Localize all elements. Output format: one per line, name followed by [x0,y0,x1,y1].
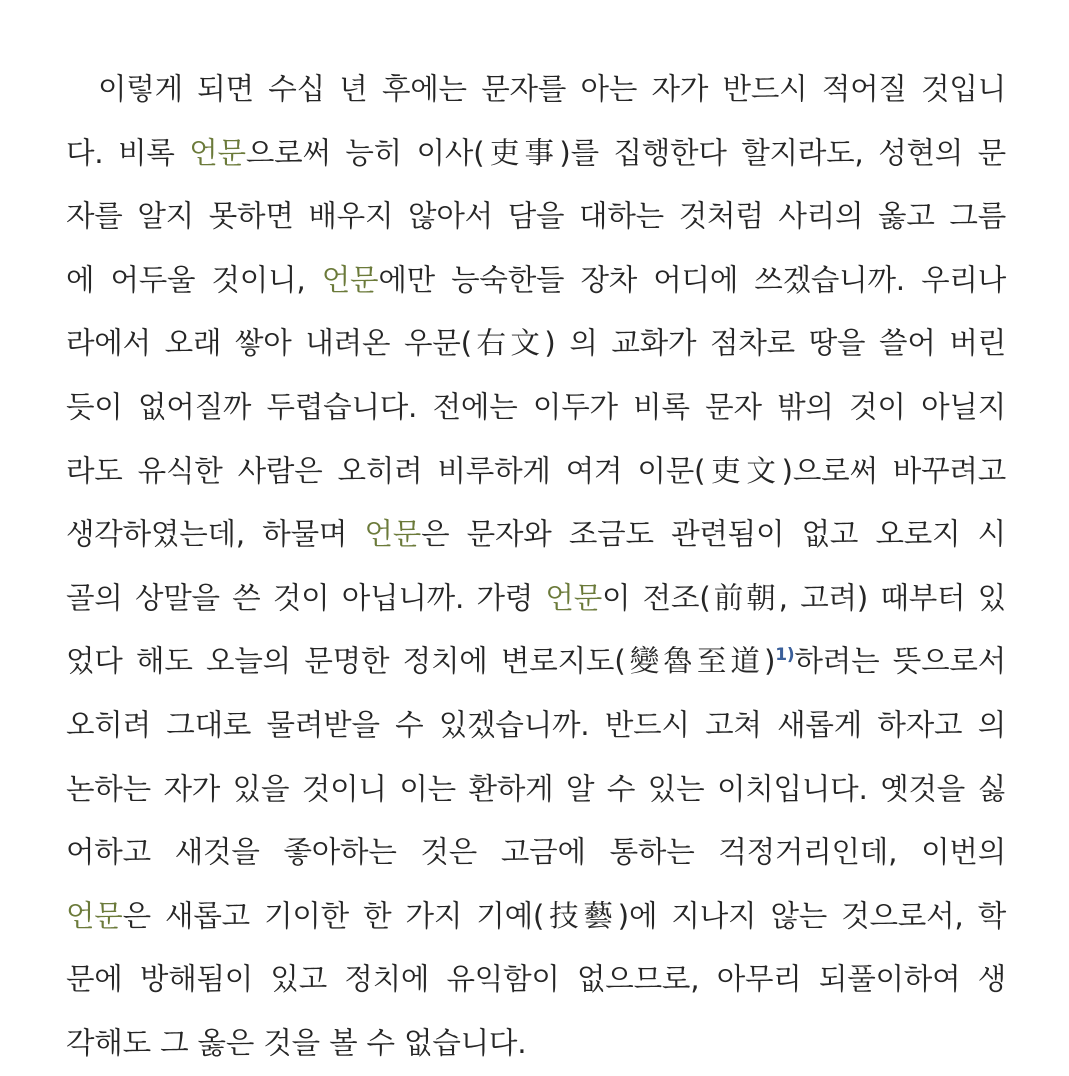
text-segment: 라도 유식한 사람은 오히려 비루하게 여겨 이문(吏文)으로써 바꾸려고 [66,453,1006,488]
text-segment: 듯이 없어질까 두렵습니다. 전에는 이두가 비록 문자 밖의 것이 아닐지 [66,389,1006,424]
text-segment: 어하고 새것을 좋아하는 것은 고금에 통하는 걱정거리인데, 이번의 [66,835,1006,870]
text-segment: 은 문자와 조금도 관련됨이 없고 오로지 시 [421,517,1006,552]
text-segment: 하려는 뜻으로서 [794,644,1006,679]
paragraph-line [66,58,1006,122]
paragraph-line [66,694,1006,758]
paragraph-line [66,1012,1006,1076]
paragraph-line [66,440,1006,504]
text-segment: 이렇게 되면 수십 년 후에는 문자를 아는 자가 반드시 적어질 것입니 [98,72,1006,106]
text-segment: 었다 해도 오늘의 문명한 정치에 변로지도(變魯至道) [66,644,776,679]
highlighted-term: 언문 [189,135,246,170]
highlighted-term: 언문 [364,517,422,552]
text-segment: 라에서 오래 쌓아 내려온 우문(右文) 의 교화가 점차로 땅을 쓸어 버린 [66,326,1006,361]
text-segment: 에 어두울 것이니, [66,262,322,297]
paragraph-line [66,885,1006,949]
paragraph-line [66,948,1006,1012]
text-segment: 오히려 그대로 물려받을 수 있겠습니까. 반드시 고쳐 새롭게 하자고 의 [66,707,1006,742]
paragraph-line [66,249,1006,313]
document-body [66,58,1006,1076]
highlighted-term: 언문 [66,898,123,933]
text-segment: 에만 능숙한들 장차 어디에 쓰겠습니까. 우리나 [378,262,1006,297]
text-segment: 자를 알지 못하면 배우지 않아서 담을 대하는 것처럼 사리의 옳고 그름 [66,199,1006,234]
footnote-marker: 1) [775,645,795,666]
text-segment: 생각하였는데, 하물며 [66,517,365,552]
text-segment: 이 전조(前朝, 고려) 때부터 있 [602,580,1006,615]
paragraph-line [66,185,1006,249]
paragraph-line [66,376,1006,440]
paragraph-line [66,503,1006,567]
paragraph-line [66,567,1006,631]
text-segment: 다. 비록 [66,135,190,170]
text-segment: 은 새롭고 기이한 한 가지 기예(技藝)에 지나지 않는 것으로서, 학 [122,898,1006,933]
paragraph-line [66,122,1006,186]
text-segment: 골의 상말을 쓴 것이 아닙니까. 가령 [66,580,546,615]
paragraph-line [66,312,1006,376]
paragraph-line [66,758,1006,822]
text-segment: 각해도 그 옳은 것을 볼 수 없습니다. [66,1025,527,1060]
text-segment: 으로써 능히 이사(吏事)를 집행한다 할지라도, 성현의 문 [245,135,1006,170]
text-segment: 논하는 자가 있을 것이니 이는 환하게 알 수 있는 이치입니다. 옛것을 싫 [66,771,1006,806]
paragraph-line [66,821,1006,885]
highlighted-term: 언문 [545,580,603,615]
highlighted-term: 언문 [321,262,379,297]
paragraph-line [66,630,1006,694]
text-segment: 문에 방해됨이 있고 정치에 유익함이 없으므로, 아무리 되풀이하여 생 [66,962,1006,997]
